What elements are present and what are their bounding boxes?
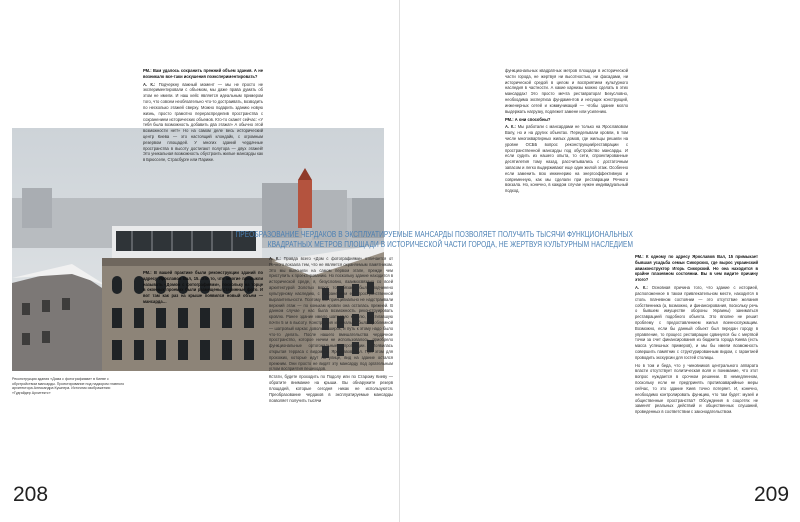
question-1: РМ.: Вам удалось сохранить прежний объем здания. А не возникало все-таки искушения поэкспериментировать? — [143, 68, 263, 79]
photo-caption: Реконструкция здания «Дома с фотографиями» в Киеве с обустройством мансарды. Проектирование под надзором главного архитектора Александра Кушнера. Источник изображения: «Гудгайдер Архитектс» — [12, 377, 125, 396]
answer-3 — [505, 124, 628, 194]
page-number-left: 208 — [13, 483, 49, 506]
answer-2-continued: Кстати, будете проходить по Подолу или по Старому Киеву — обратите внимание на крыши. Вы обнаружите резерв площадей, которые сегодня никак не используются. Преобразование чердаков в эксплуатируемые мансарды позволяет получить тысячи — [269, 374, 393, 403]
answer-4 — [635, 285, 758, 361]
answer-4-text: Основная причина того, что здание с историей, расположенное в таком привлекательном месте, находится в столь плачевном состоянии — это отсутствие желания собственника (а, возможно, и финансирования, поскольку речь о бывшем имуществе обороны Украины) заниматься реставрацией подобного объекта. Это вполне не решит проблему с предоставлением жилья военнослужащим. Возможно, если бы данный объект был передан городу в управление, то процесс реставрации сдвинулся бы с мертвой точки за счет финансирования из бюджета города Киева (есть масса успешных примеров), и мы бы имели возможность совершить памятник с структурированным видом, с гарантией проводить экскурсии для гостей столицы. — [635, 285, 759, 360]
continued-paragraph: функциональных квадратных метров площади в исторической части города, не жертвуя ни высотностью, ни фасадами, ни исторической средой в целом и восприятием культурного наследия в частности. А какие карнизы можно сделать в этих мансардах! Это просто мечта реставратора! Безусловно, необходима экспертиза фундаментов и несущих конструкций, инженерных сетей и коммуникаций — чтобы здание могло выдержать нагрузку, подлежит замене или усилению. — [505, 68, 628, 114]
answer-1-label: А. К.: — [143, 81, 156, 87]
question-4: РМ.: К одному по адресу Ярославов Вал, 15 примыкает бывшая усадьба семьи Сикорских, где вырос украинский авиаконструктор Игорь Сикорский. Но она находится в крайне плачевном состоянии. Вы в чем видите причину этого? — [635, 254, 758, 283]
answer-3-text: Мы работали с мансардами не только на Ярославовом Валу, но и на других объектах. Передельвали кровли, в том числе многоквартирных жилых домов, где жильцы решили на уровне ОСББ вопрос реконструкции/реставрации с пространственной мансарды под обустройство мансарды. И если судить из нашего опыта, то сети, спроектированные десятилетия тому назад, рассчитывались с достаточным запасом и легко выдерживают еще один жилой этаж. Особенно если заменить всю инженерию на энергоэффективную и современную, как мы сделали при реставрации Речного вокзала. Но, конечно, в каждом случае нужен индивидуальный подход. — [505, 124, 628, 194]
answer-2 — [269, 256, 393, 372]
answer-3-label: А. К.: — [505, 124, 516, 130]
text-column-5 — [635, 254, 758, 417]
text-column-1 — [143, 68, 263, 165]
text-column-3 — [269, 256, 393, 405]
answer-4-continued: Но в том и беда, что у чиновников центрального аппарата власти отсутствует политическая воля и понимание, что этот вопрос нуждается в срочном решении. В немедленном, поскольку если не предпринять противоаварийные меры сейчас, то это здание Киев точно потеряет. И, конечно, необходимо контролировать функцию, что там будет: музей и общественные пространства? Обсуждения в соцсетях не заменят реальных действий и общественных слушаний, проведенных в соответствии с законодательством. — [635, 362, 758, 415]
text-column-2 — [143, 270, 263, 307]
question-2: РМ.: В вашей практике были реконструкции зданий по адресу Ярославов Вал, 15. Это то, что многие привыкли называть «Домом с фотографиями», поскольку на торце в оконных проемах были размещены старинные фото. И вот там как раз на крыше появился новый объем — мансарда… — [143, 270, 263, 305]
answer-2-label: А. К.: — [269, 256, 281, 261]
answer-4-label: А. К.: — [635, 285, 648, 291]
page-number-right: 209 — [754, 483, 790, 506]
answer-1 — [143, 82, 263, 163]
answer-1-text: Подчеркну важный момент — мы не просто не экспериментировали с объемом, мы даже права думать об этом не имели. И наш кейс является идеальным примером того, что совсем необязательно что-то достраивать, возводить по несколько этажей сверху. Можно подарить зданию новую жизнь, просто грамотно перераспределив пространства с сохранением исторических объемов. Кто-то скажет сейчас: «У тебя была возможность добавить два этажа!» А обычно этой возможности нет!» Но на самом деле весь исторический центр Киева — это настоящий клондайк, с огромным резервом площадей. У многих зданий чердачные пространства в высоту достигают полутора — двух этажей! Это уникальная возможность обустроить жилые мансарды как в Брюсселе, Страсбурге или Париже. — [143, 81, 263, 163]
text-column-4 — [505, 68, 628, 196]
question-3: РМ.: А они способны? — [505, 116, 551, 122]
pull-quote: ПРЕОБРАЗОВАНИЕ ЧЕРДАКОВ В ЭКСПЛУАТИРУЕМЫЕ МАНСАРДЫ ПОЗВОЛЯЕТ ПОЛУЧИТЬ ТЫСЯЧИ ФУНКЦИОНАЛЬНЫХ КВАДРАТНЫХ МЕТРОВ ПЛОЩАДИ В ИСТОРИЧЕСКОЙ ЧАСТИ ГОРОДА, НЕ ЖЕРТВУЯ КУЛЬТУРНЫМ НАСЛЕДИЕМ — [235, 230, 634, 249]
answer-2-text: Правда всего «Дом с фотографиями» отличается от Речного вокзала тем, что не является охраняемым памятником. Это мы выяснили на самом первом этапе, прежде чем приступить к проектированию. Но поскольку здание находится в исторической среде, я, безусловно, взаимосвязано со всей архитектурой Золотых ворот, то обязано было подчинено культурному наследию, с сохранением его пространственной выразительности. Поэтому мы принципиально не надстраивали верхний этаж — по конькам кровли она осталась прежней. В данном случае у нас была возможность реконструировать кровлю. Ранее здание имело шатровую кровлю, достигавшую почти 5 м в высоту. Конструкция изначально была проблемной — шатровый каркас довольно широк, и путь к этому надо было что-то делать. После нашего вмешательства чердачное пространство, которое ничем не использовалось, приобрело функциональные ортогональные пропорции. Появилась открытая терраса с видом на Ярославов Вал. При этом для прохожих, которые идут по улице, вид на здание остался прежним. Они просто не видят эту мансарду под эргательным углом восприятия пешеходов. — [269, 256, 394, 372]
